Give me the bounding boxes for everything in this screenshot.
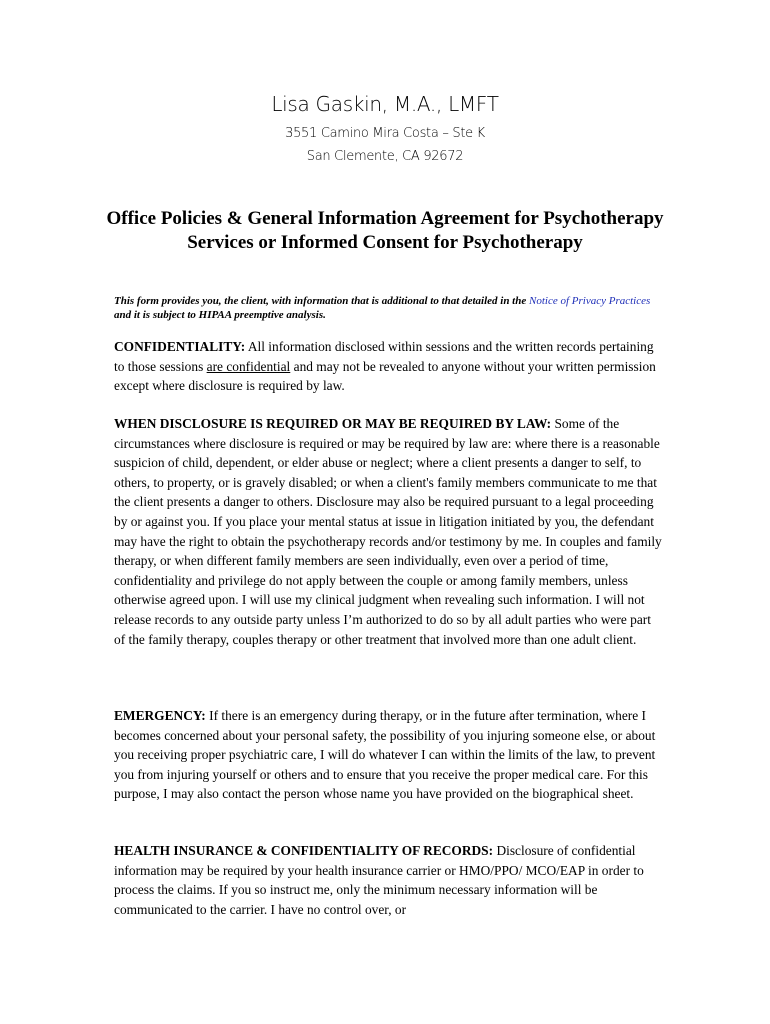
document-title: Office Policies & General Information Agreement for Psychotherapy Services or Informed Consent for Psychotherapy [106, 208, 664, 253]
intro-text-after: and it is subject to HIPAA preemptive analysis. [114, 309, 326, 321]
emergency-heading: EMERGENCY: [114, 708, 206, 723]
intro-paragraph [114, 294, 664, 322]
intro-text-before: This form provides you, the client, with information that is additional to that detailed in the [114, 295, 529, 307]
confidentiality-heading: CONFIDENTIALITY: [114, 339, 246, 354]
letterhead-name: Lisa Gaskin, M.A., LMFT [271, 92, 499, 116]
emergency-section [114, 706, 662, 804]
disclosure-section [114, 414, 662, 649]
confidentiality-body-after: and may not be revealed to anyone without your written permission except where disclosure is required by law. [114, 358, 656, 394]
disclosure-body: Some of the circumstances where disclosure is required or may be required by law are: where there is a reasonable suspicion of child, dependent, or elder abuse or neglect; where a client presents a danger to self, to others, to property, or is gravely disabled; or when a client's family members communicate to me that the client presents a danger to others. Disclosure may also be required pursuant to a legal proceeding by or against you. If you place your mental status at issue in litigation initiated by you, the defendant may have the right to obtain the psychotherapy records and/or testimony by me. In couples and family therapy, or when different family members are seen individually, even over a period of time, confidentiality and privilege do not apply between the couple or among family members, unless otherwise agreed upon. I will use my clinical judgment when revealing such information. I will not release records to any outside party unless I’m authorized to do so by all adult parties who were part of the family therapy, couples therapy or other treatment that involved more than one adult client. [114, 416, 662, 647]
insurance-heading: HEALTH INSURANCE & CONFIDENTIALITY OF RECORDS: [114, 843, 494, 858]
disclosure-heading: WHEN DISCLOSURE IS REQUIRED OR MAY BE REQUIRED BY LAW: [114, 416, 552, 431]
letterhead-address-line2: San Clemente, CA 92672 [306, 149, 464, 164]
confidentiality-underlined-text: are confidential [206, 358, 291, 374]
emergency-body: If there is an emergency during therapy, or in the future after termination, where I becomes concerned about your personal safety, the possibility of you injuring someone else, or about you receiving proper psychiatric care, I will do whatever I can within the limits of the law, to prevent you from injuring yourself or others and to ensure that you receive the proper medical care. For this purpose, I may also contact the person whose name you have provided on the biographical sheet. [114, 708, 656, 802]
insurance-body: Disclosure of confidential information may be required by your health insurance carrier or HMO/PPO/ MCO/EAP in order to process the claims. If you so instruct me, only the minimum necessary information will be communicated to the carrier. I have no control over, or [114, 843, 644, 917]
privacy-notice-link[interactable]: Notice of Privacy Practices [529, 295, 651, 307]
confidentiality-body-before: All information disclosed within sessions and the written records pertaining to those sessions [114, 339, 654, 374]
confidentiality-section [114, 337, 662, 396]
insurance-section [114, 841, 662, 919]
letterhead-address-line1: 3551 Camino Mira Costa – Ste K [285, 126, 485, 141]
